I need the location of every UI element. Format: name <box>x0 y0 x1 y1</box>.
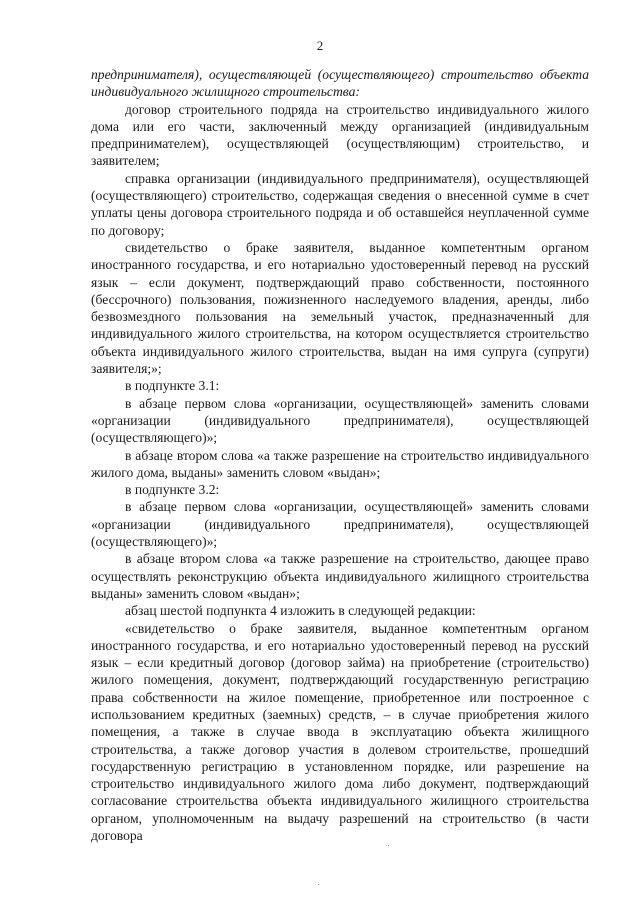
page-number: 2 <box>316 38 324 53</box>
paragraph-3-1-first: в абзаце первом слова «организации, осуществляющей» заменить словами «организации (индивидуального предпринимателя), осуществляющей (осуществляющего)»; <box>91 395 589 446</box>
paragraph-3-2-first: в абзаце первом слова «организации, осуществляющей» заменить словами «организации (индивидуального предпринимателя), осуществляющей (осуществляющего)»; <box>91 499 589 550</box>
paragraph-construction-contract: договор строительного подряда на строительство индивидуального жилого дома или его части, заключенный между организацией (индивидуальным предпринимателем), осуществляющей (осуществляющим) строительство, и заявителем; <box>91 101 589 169</box>
paragraph-continuation: предпринимателя), осуществляющей (осуществляющего) строительство объекта индивидуального жилищного строительства: <box>91 67 589 100</box>
scan-speck <box>388 845 389 846</box>
paragraph-subclause-3-2: в подпункте 3.2: <box>125 482 220 498</box>
paragraph-marriage-certificate-land: свидетельство о браке заявителя, выданное компетентным органом иностранного государства, и его нотариально удостоверенный перевод на русский язык – если документ, подтверждающий право собственности, постоянного (бессрочного) пользования, пожизненного наследуемого владения, аренды, либо безвозмездного пользования на земельный участок, предназначенный для индивидуального жилого строительства, на котором осуществляется строительство объекта индивидуального жилого строительства, выдан на имя супруга (супруги) заявителя;»; <box>91 239 589 377</box>
scan-speck <box>318 884 319 885</box>
paragraph-payment-certificate: справка организации (индивидуального предпринимателя), осуществляющей (осуществляющего) строительство, содержащая сведения о внесенной сумме в счет уплаты цены договора строительного подряда и об оставшейся неуплаченной сумме по договору; <box>91 170 589 238</box>
paragraph-clause-4-intro: абзац шестой подпункта 4 изложить в следующей редакции: <box>125 603 476 619</box>
paragraph-3-1-second: в абзаце втором слова «а также разрешение на строительство индивидуального жилого дома, выданы» заменить словом «выдан»; <box>91 447 589 480</box>
document-body <box>91 66 589 844</box>
paragraph-subclause-3-1: в подпункте 3.1: <box>125 378 220 394</box>
paragraph-3-2-second: в абзаце втором слова «а также разрешение на строительство, дающее право осуществлять реконструкцию объекта индивидуального жилищного строительства выданы» заменить словом «выдан»; <box>91 551 589 601</box>
paragraph-marriage-certificate-credit: «свидетельство о браке заявителя, выданное компетентным органом иностранного государства, и его нотариально удостоверенный перевод на русский язык – если кредитный договор (договор займа) на приобретение (строительство) жилого помещения, документ, подтверждающий государственную регистрацию права собственности на жилое помещение, приобретенное или построенное с использованием кредитных (заемных) средств, – в случае приобретения жилого помещения, а также в случае ввода в эксплуатацию объекта жилищного строительства, а также договор участия в долевом строительстве, прошедший государственную регистрацию в установленном порядке, или разрешение на строительство индивидуального жилого дома либо документ, подтверждающий согласование строительства объекта индивидуального жилищного строительства органом, уполномоченным на выдачу разрешений на строительство (в части договора <box>91 620 589 844</box>
